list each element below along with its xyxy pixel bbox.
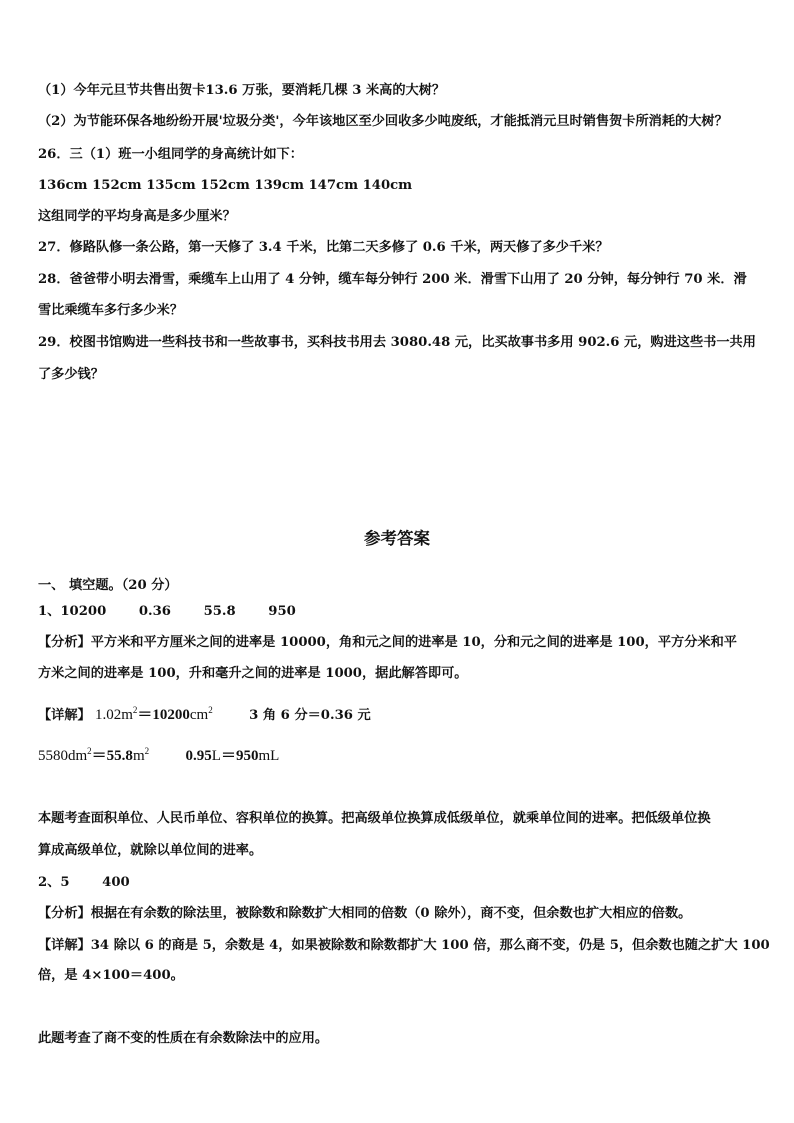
detail-tag: 【详解】: [38, 708, 91, 723]
answer-2-analysis: 【分析】根据在有余数的除法里，被除数和除数扩大相同的倍数（0 除外），商不变，但余数也扩大相应的倍数。: [38, 906, 692, 921]
answer-2-value-2: 400: [102, 875, 130, 890]
answer-1-value-2: 0.36: [138, 604, 171, 619]
answer-2-values: [38, 874, 130, 892]
math-volume-conversion: 0.95L＝950mL: [185, 748, 280, 764]
question-26-title: 26．三（1）班一小组同学的身高统计如下：: [38, 147, 303, 162]
question-26-data: 136cm 152cm 135cm 152cm 139cm 147cm 140cm: [38, 178, 413, 193]
answer-1-detail-row-1: [38, 701, 371, 725]
answer-2-summary: 此题考查了商不变的性质在有余数除法中的应用。: [38, 1031, 329, 1046]
question-25-part-2: （2）为节能环保各地纷纷开展'垃圾分类'，今年该地区至少回收多少吨废纸，才能抵消元旦时销售贺卡所消耗的大树？: [38, 114, 728, 129]
answers-title: 参考答案: [364, 529, 430, 548]
math-money-conversion: 3 角 6 分＝0.36 元: [249, 708, 371, 723]
answer-2-detail-line-2: 倍，是 4×100＝400。: [38, 968, 184, 983]
question-26-ask: 这组同学的平均身高是多少厘米？: [38, 209, 236, 224]
question-27: 27．修路队修一条公路，第一天修了 3.4 千米，比第二天多修了 0.6 千米，两天修了多少千米？: [38, 240, 609, 255]
question-25-part-1: （1）今年元旦节共售出贺卡13.6 万张，要消耗几棵 3 米高的大树？: [38, 83, 446, 98]
answer-1-analysis-line-2: 方米之间的进率是 100，升和毫升之间的进率是 1000，据此解答即可。: [38, 666, 468, 681]
answer-1-value-3: 55.8: [203, 604, 236, 619]
question-29-line-2: 了多少钱？: [38, 367, 104, 382]
question-28-line-2: 雪比乘缆车多行多少米？: [38, 303, 184, 318]
question-29-line-1: 29．校图书馆购进一些科技书和一些故事书，买科技书用去 3080.48 元，比买故事书多用 902.6 元，购进这些书一共用: [38, 335, 756, 350]
section-heading: 一、 填空题。（20 分）: [38, 578, 178, 593]
answer-2-value-1: 2、5: [38, 875, 70, 890]
answer-1-value-1: 1、10200: [38, 604, 107, 619]
answer-1-summary-line-1: 本题考查面积单位、人民币单位、容积单位的换算。把高级单位换算成低级单位，就乘单位间的进率。把低级单位换: [38, 811, 711, 826]
math-area-m2-to-cm2: $1.02m^2=10200cm^2$: [94, 705, 213, 723]
question-28-line-1: 28．爸爸带小明去滑雪，乘缆车上山用了 4 分钟，缆车每分钟行 200 米．滑雪下山用了 20 分钟，每分钟行 70 米．滑: [38, 272, 747, 287]
answer-2-detail-line-1: 【详解】34 除以 6 的商是 5，余数是 4，如果被除数和除数都扩大 100 倍，那么商不变，仍是 5，但余数也随之扩大 100: [38, 938, 770, 953]
answer-1-value-4: 950: [268, 604, 296, 619]
answer-1-detail-row-2: [38, 742, 279, 766]
answer-1-values: [38, 603, 296, 621]
answer-1-analysis-line-1: 【分析】平方米和平方厘米之间的进率是 10000，角和元之间的进率是 10，分和元之间的进率是 100，平方分米和平: [38, 635, 737, 650]
math-area-dm2-to-m2: $5580dm^2=55.8m^2$: [38, 746, 150, 764]
answer-1-summary-line-2: 算成高级单位，就除以单位间的进率。: [38, 843, 263, 858]
